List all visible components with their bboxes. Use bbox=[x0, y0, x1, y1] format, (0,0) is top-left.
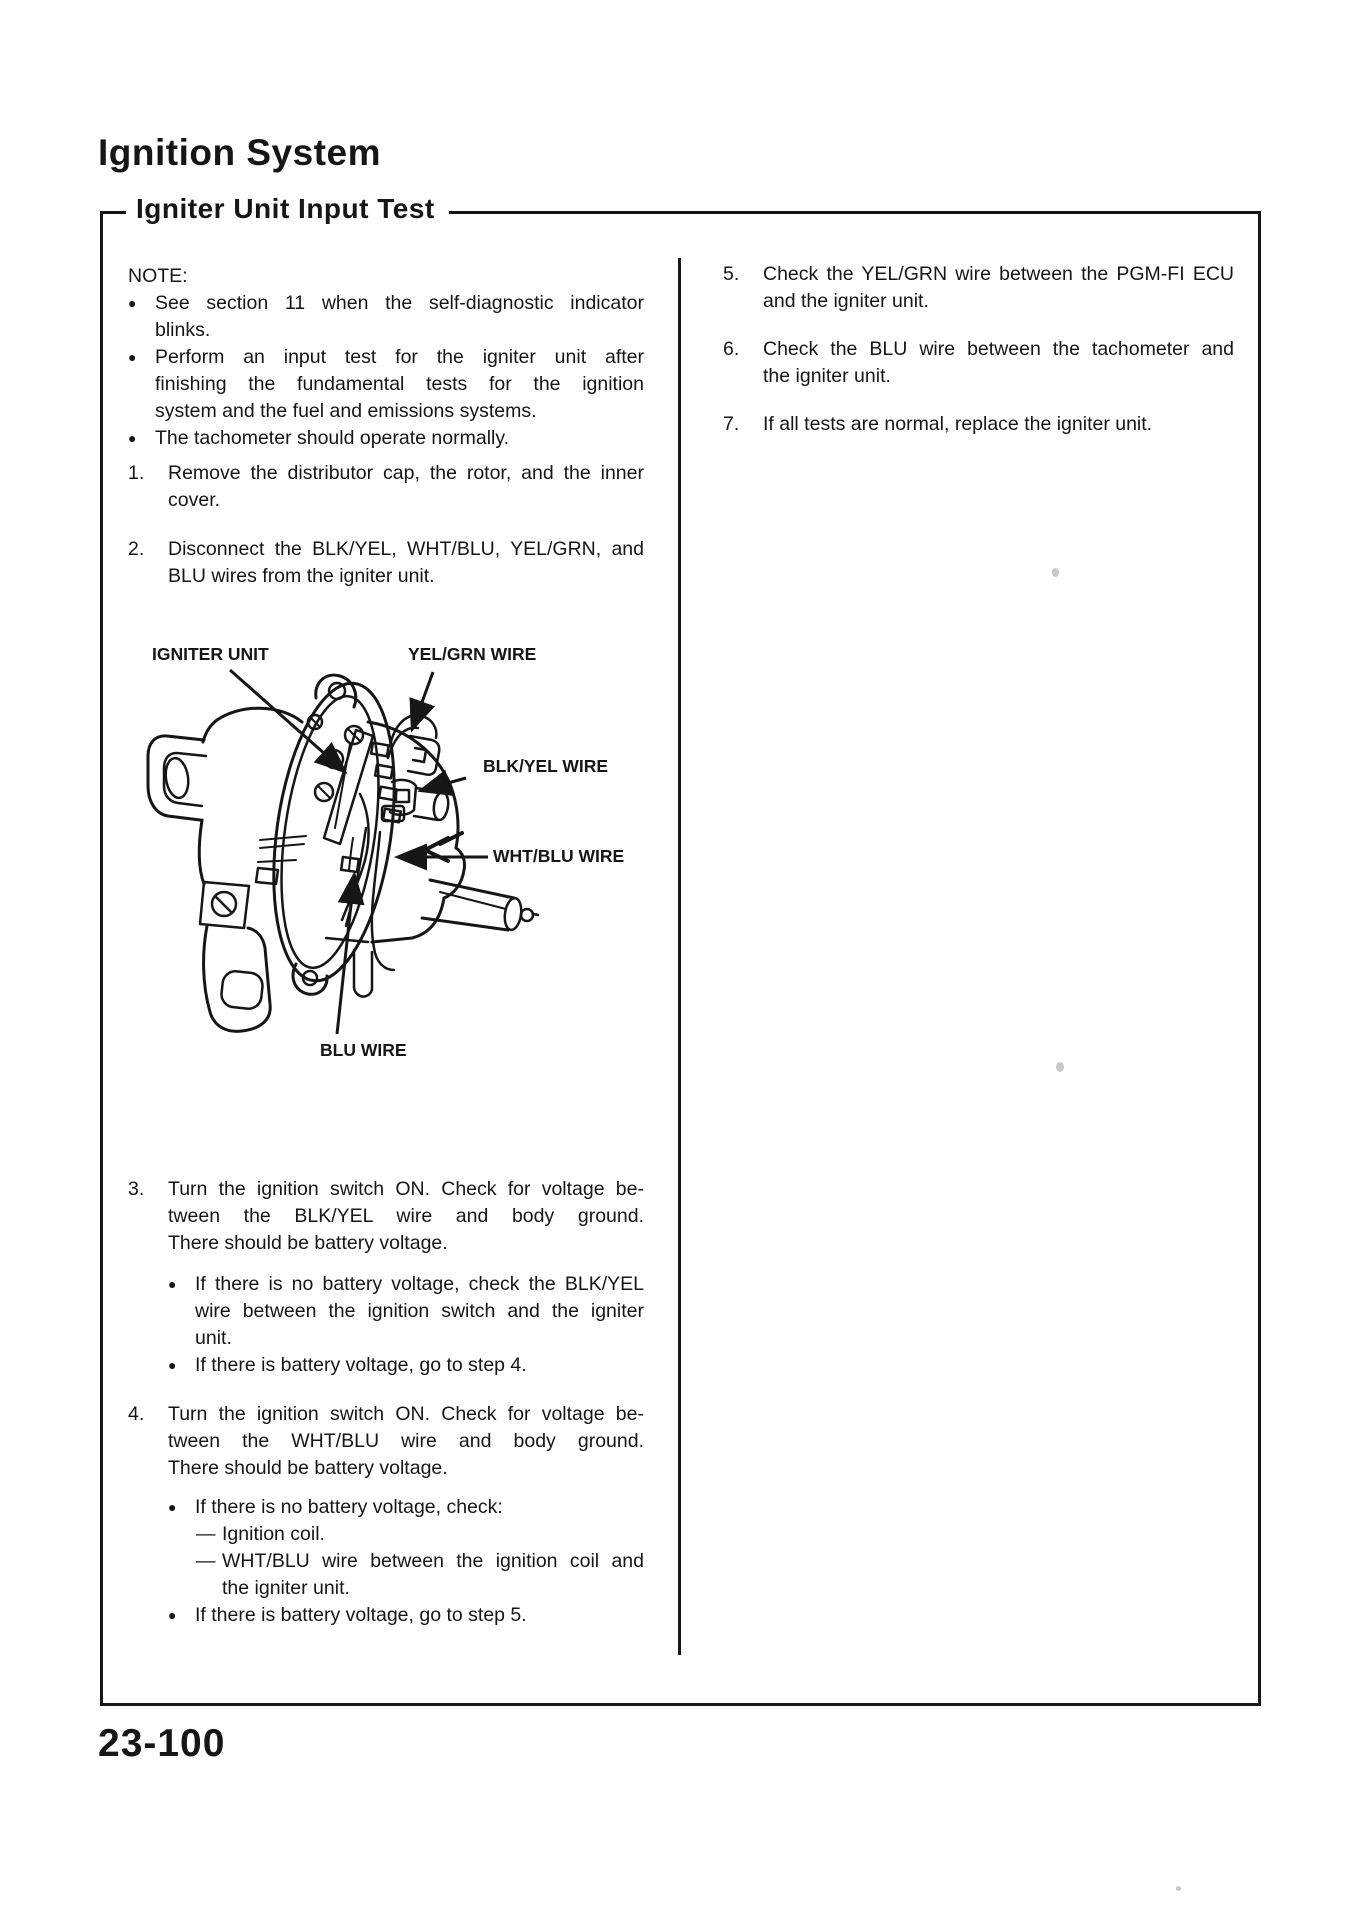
text-line: and the igniter unit. bbox=[763, 290, 929, 312]
list-marker: 5. bbox=[723, 263, 740, 285]
text-line: If there is no battery voltage, check: bbox=[195, 1496, 503, 1518]
blk-yel-leader bbox=[423, 778, 466, 790]
page-title: Ignition System bbox=[98, 132, 381, 173]
text-line: If there is battery voltage, go to step 5. bbox=[195, 1604, 527, 1626]
list-marker: ● bbox=[128, 430, 137, 446]
text-line: NOTE: bbox=[128, 265, 188, 287]
text-line: Ignition coil. bbox=[222, 1523, 325, 1545]
text-line: WHT/BLU wire between the ignition coil and bbox=[222, 1550, 644, 1572]
list-marker: 6. bbox=[723, 338, 740, 360]
numbered-item bbox=[723, 336, 1234, 390]
text-line: cover. bbox=[168, 489, 221, 511]
text-line: unit. bbox=[195, 1327, 232, 1349]
list-marker: — bbox=[196, 1550, 216, 1572]
text-line: Perform an input test for the igniter unit after bbox=[155, 346, 644, 368]
text-line: wire between the ignition switch and the igniter bbox=[195, 1300, 644, 1322]
text-line: blinks. bbox=[155, 319, 211, 341]
igniter-unit-leader bbox=[230, 670, 343, 770]
text-line: the igniter unit. bbox=[222, 1577, 350, 1599]
list-marker: 3. bbox=[128, 1178, 145, 1200]
left-column-notes bbox=[128, 263, 644, 590]
list-marker: ● bbox=[128, 295, 137, 311]
numbered-item bbox=[128, 536, 644, 590]
text-line: Disconnect the BLK/YEL, WHT/BLU, YEL/GRN, and bbox=[168, 538, 644, 560]
text-line: the igniter unit. bbox=[763, 365, 891, 387]
page-number: 23-100 bbox=[98, 1722, 226, 1765]
text-line: If there is no battery voltage, check the BLK/YEL bbox=[195, 1273, 644, 1295]
text-line: tween the BLK/YEL wire and body ground. bbox=[168, 1205, 644, 1227]
list-marker: ● bbox=[168, 1499, 177, 1515]
left-column-steps bbox=[128, 1176, 644, 1629]
text-line: Remove the distributor cap, the rotor, and the inner bbox=[168, 462, 644, 484]
scan-artifact bbox=[1176, 1886, 1181, 1891]
bullet-item bbox=[196, 1548, 644, 1602]
numbered-item bbox=[723, 411, 1234, 438]
bullet-item bbox=[168, 1602, 644, 1629]
bullet-item bbox=[128, 290, 644, 344]
numbered-item bbox=[128, 1176, 644, 1257]
list-marker: 7. bbox=[723, 413, 740, 435]
igniter-unit-label: IGNITER UNIT bbox=[152, 644, 269, 664]
text-line: If there is battery voltage, go to step 4. bbox=[195, 1354, 527, 1376]
scan-artifact bbox=[1056, 1062, 1064, 1072]
text-line: There should be battery voltage. bbox=[168, 1457, 448, 1479]
bullet-item bbox=[168, 1352, 644, 1379]
right-column-steps bbox=[723, 261, 1234, 438]
blk-yel-wire-label: BLK/YEL WIRE bbox=[483, 756, 609, 776]
list-marker: 4. bbox=[128, 1403, 145, 1425]
list-marker: ● bbox=[128, 349, 137, 365]
yel-grn-wire-label: YEL/GRN WIRE bbox=[408, 644, 537, 664]
bullet-item bbox=[168, 1271, 644, 1352]
bullet-item bbox=[196, 1521, 644, 1548]
section-title: Igniter Unit Input Test bbox=[126, 193, 449, 225]
text-line: The tachometer should operate normally. bbox=[155, 427, 510, 449]
list-marker: ● bbox=[168, 1357, 177, 1373]
text-line: Turn the ignition switch ON. Check for voltage be- bbox=[168, 1403, 644, 1425]
list-marker: 2. bbox=[128, 538, 145, 560]
text-line: There should be battery voltage. bbox=[168, 1232, 448, 1254]
list-marker: 1. bbox=[128, 462, 145, 484]
scan-artifact bbox=[1052, 568, 1059, 577]
text-line: tween the WHT/BLU wire and body ground. bbox=[168, 1430, 644, 1452]
text-line: Check the YEL/GRN wire between the PGM-FI ECU bbox=[763, 263, 1234, 285]
bullet-item bbox=[128, 425, 644, 452]
text-line: Turn the ignition switch ON. Check for voltage be- bbox=[168, 1178, 644, 1200]
blu-wire-label: BLU WIRE bbox=[320, 1040, 407, 1060]
column-divider bbox=[678, 258, 681, 1655]
text-line: finishing the fundamental tests for the ignition bbox=[155, 373, 644, 395]
list-marker: — bbox=[196, 1523, 216, 1545]
note-label bbox=[128, 263, 644, 290]
list-marker: ● bbox=[168, 1607, 177, 1623]
text-line: Check the BLU wire between the tachometer and bbox=[763, 338, 1234, 360]
list-marker: ● bbox=[168, 1276, 177, 1292]
numbered-item bbox=[128, 460, 644, 514]
bullet-item bbox=[128, 344, 644, 425]
bullet-item bbox=[168, 1494, 644, 1521]
text-line: system and the fuel and emissions systems. bbox=[155, 400, 537, 422]
numbered-item bbox=[128, 1401, 644, 1482]
text-line: BLU wires from the igniter unit. bbox=[168, 565, 435, 587]
text-line: If all tests are normal, replace the igniter unit. bbox=[763, 413, 1153, 435]
numbered-item bbox=[723, 261, 1234, 315]
wht-blu-wire-label: WHT/BLU WIRE bbox=[493, 846, 625, 866]
text-line: See section 11 when the self-diagnostic indicator bbox=[155, 292, 644, 314]
distributor-diagram bbox=[110, 632, 635, 1082]
